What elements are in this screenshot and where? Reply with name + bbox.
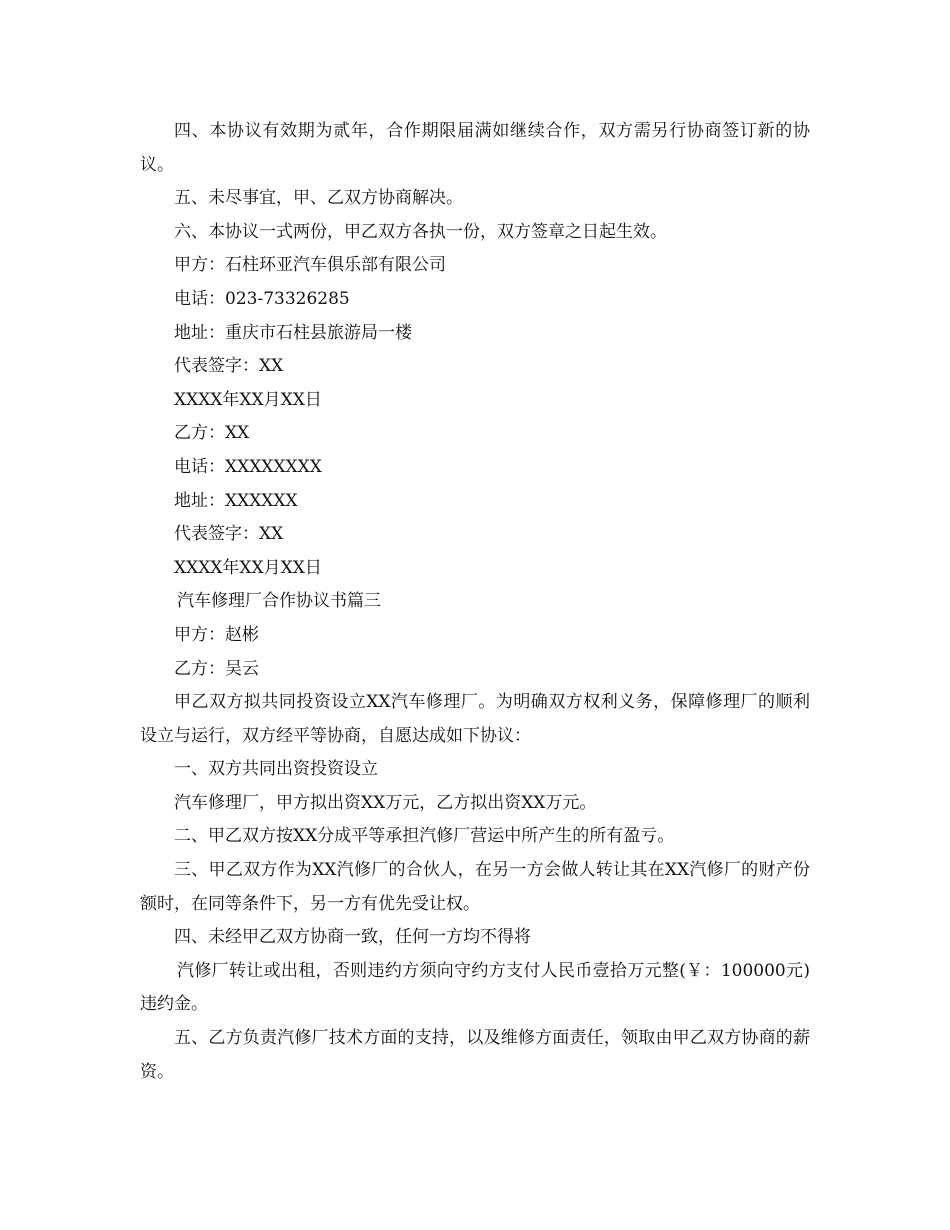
paragraph: 甲方：石柱环亚汽车俱乐部有限公司: [174, 255, 446, 276]
section-title: 汽车修理厂合作协议书篇三: [177, 591, 381, 612]
paragraph: 四、未经甲乙双方协商一致，任何一方均不得将: [174, 927, 531, 948]
paragraph: XXXX年XX月XX日: [174, 557, 322, 578]
paragraph: 一、双方共同出资投资设立: [174, 759, 378, 780]
paragraph: 甲乙双方拟共同投资设立XX汽车修理厂。为明确双方权利义务，保障修理厂的顺利设立与运行，双方经平等协商，自愿达成如下协议：: [140, 692, 810, 746]
paragraph: 汽修厂转让或出租，否则违约方须向守约方支付人民币壹拾万元整(￥：100000元)违约金。: [140, 960, 810, 1015]
paragraph: 五、未尽事宜，甲、乙双方协商解决。: [174, 188, 463, 209]
paragraph: XXXX年XX月XX日: [174, 389, 322, 410]
paragraph: 电话：023-73326285: [174, 288, 350, 309]
paragraph: 甲方：赵彬: [174, 624, 259, 645]
paragraph: 二、甲乙双方按XX分成平等承担汽修厂营运中所产生的所有盈亏。: [174, 826, 675, 847]
paragraph: 乙方：吴云: [174, 658, 259, 679]
paragraph: 代表签字：XX: [174, 524, 284, 545]
paragraph: 四、本协议有效期为贰年，合作期限届满如继续合作，双方需另行协商签订新的协议。: [140, 121, 810, 175]
paragraph: 三、甲乙双方作为XX汽修厂的合伙人，在另一方会做人转让其在XX汽修厂的财产份额时，在同等条件下，另一方有优先受让权。: [140, 860, 810, 914]
paragraph: 地址：重庆市石柱县旅游局一楼: [174, 322, 412, 343]
paragraph: 代表签字：XX: [174, 356, 284, 377]
paragraph: 五、乙方负责汽修厂技术方面的支持，以及维修方面责任，领取由甲乙双方协商的薪资。: [140, 1028, 810, 1082]
paragraph: 电话：XXXXXXXX: [174, 456, 322, 477]
paragraph: 六、本协议一式两份，甲乙双方各执一份，双方签章之日起生效。: [174, 221, 667, 242]
paragraph: 乙方：XX: [174, 423, 250, 444]
paragraph: 地址：XXXXXX: [174, 490, 298, 511]
paragraph: 汽车修理厂，甲方拟出资XX万元，乙方拟出资XX万元。: [174, 792, 597, 813]
document-body: [140, 115, 810, 1089]
